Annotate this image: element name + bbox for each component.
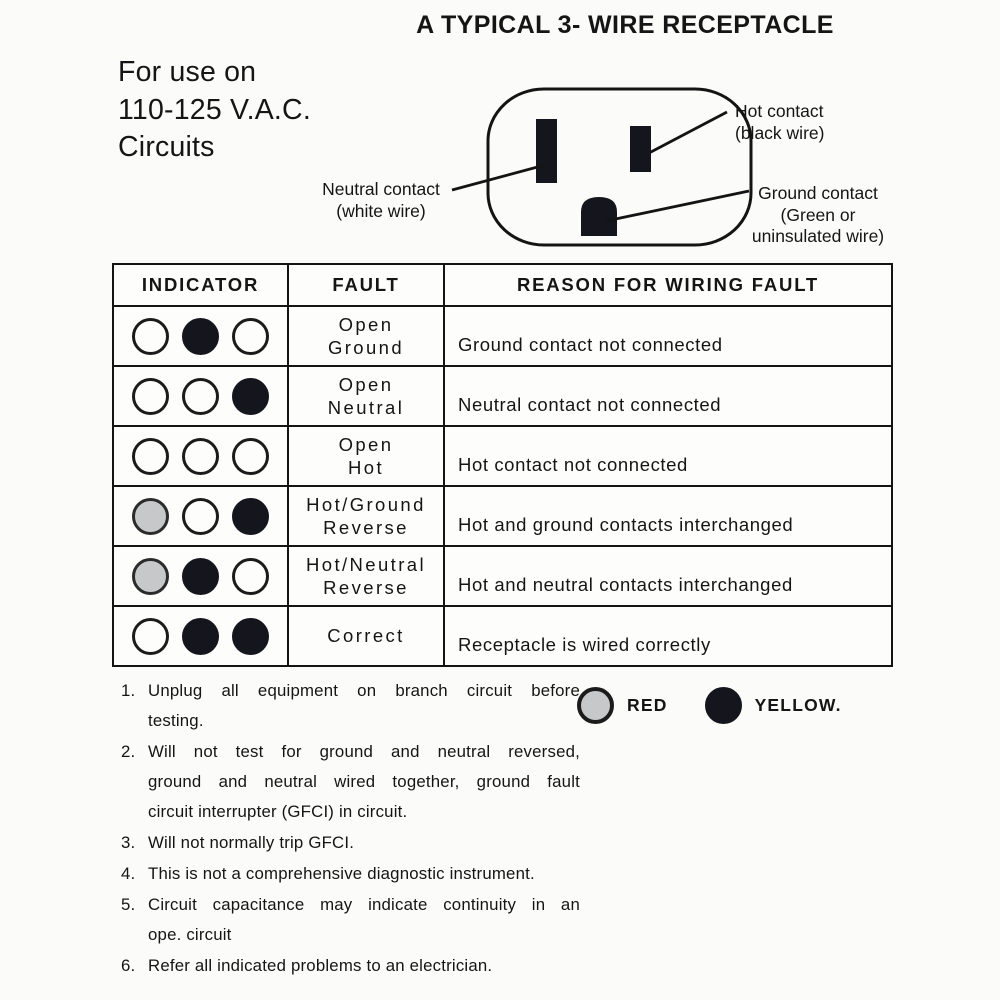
reason-cell <box>445 547 891 605</box>
fault-cell <box>289 307 445 365</box>
red-lamp-swatch <box>577 687 614 724</box>
hot-slot <box>630 126 651 172</box>
indicator-lamp-on <box>232 498 269 535</box>
indicator-lamp-on <box>182 318 219 355</box>
reason-cell <box>445 607 891 665</box>
indicator-cell <box>114 427 289 485</box>
fault-table <box>112 263 893 667</box>
indicator-lamp-off <box>182 378 219 415</box>
note-text <box>148 676 580 736</box>
reason-cell <box>445 367 891 425</box>
note-number: 5. <box>121 895 136 914</box>
fault-cell <box>289 427 445 485</box>
usage-line: Circuits <box>118 131 215 163</box>
note-text <box>148 828 580 858</box>
fault-text: Hot/Neutral <box>306 553 426 575</box>
legend-label: RED <box>627 695 668 715</box>
table-row <box>114 547 891 607</box>
indicator-lamp-off <box>232 438 269 475</box>
fault-text: Correct <box>327 625 405 647</box>
reason-text: Ground contact not connected <box>458 334 723 355</box>
fault-cell <box>289 487 445 545</box>
note-line: testing. <box>148 711 204 730</box>
table-row <box>114 427 891 487</box>
indicator-lamp-off <box>132 618 169 655</box>
table-body <box>114 307 891 665</box>
note-line: ope. circuit <box>148 925 232 944</box>
indicator-lamp-off <box>132 318 169 355</box>
note-line: Circuit capacitance may indicate continuity in an <box>148 895 580 914</box>
fault-cell <box>289 607 445 665</box>
note-line: Refer all indicated problems to an electrician. <box>148 956 493 975</box>
indicator-lamp-on <box>182 618 219 655</box>
table-row <box>114 487 891 547</box>
indicator-lamp-on <box>182 558 219 595</box>
table-header-row <box>114 265 891 307</box>
fault-text: Reverse <box>323 577 409 598</box>
note-number: 1. <box>121 681 136 700</box>
note-text <box>148 737 580 827</box>
page-title: A TYPICAL 3- WIRE RECEPTACLE <box>416 11 834 39</box>
note-line: Will not test for ground and neutral reversed, <box>148 742 580 761</box>
indicator-lamp-red <box>132 558 169 595</box>
neutral-slot <box>536 119 557 183</box>
indicator-cell <box>114 367 289 425</box>
note-number: 3. <box>121 833 136 852</box>
fault-cell <box>289 367 445 425</box>
note-item <box>121 951 580 981</box>
fault-text: Hot <box>348 457 384 478</box>
neutral-contact-label: Neutral contact (white wire) <box>322 179 440 221</box>
note-number: 4. <box>121 864 136 883</box>
note-line: This is not a comprehensive diagnostic instrument. <box>148 864 535 883</box>
table-row <box>114 307 891 367</box>
note-item <box>121 890 580 950</box>
table-row <box>114 607 891 665</box>
usage-line: For use on <box>118 56 257 88</box>
hot-leader-line <box>649 112 727 153</box>
note-line: Will not normally trip GFCI. <box>148 833 355 852</box>
indicator-lamp-off <box>232 558 269 595</box>
indicator-cell <box>114 487 289 545</box>
note-text <box>148 890 580 950</box>
receptacle-outline <box>488 89 751 245</box>
reason-text: Receptacle is wired correctly <box>458 634 711 655</box>
note-item <box>121 737 580 827</box>
notes-list <box>121 676 580 982</box>
indicator-lamp-off <box>132 378 169 415</box>
reason-text: Hot and neutral contacts interchanged <box>458 574 793 595</box>
note-line: circuit interrupter (GFCI) in circuit. <box>148 802 408 821</box>
hot-contact-label: Hot contact (black wire) <box>735 101 825 143</box>
fault-text: Ground <box>327 337 405 358</box>
legend-item-yellow <box>705 687 842 724</box>
indicator-lamp-on <box>232 378 269 415</box>
note-text <box>148 859 580 889</box>
ground-contact-label: Ground contact (Green or uninsulated wire) <box>751 183 885 246</box>
indicator-cell <box>114 607 289 665</box>
indicator-lamp-off <box>182 498 219 535</box>
table-row <box>114 367 891 427</box>
legend-item-red <box>577 687 668 724</box>
fault-text: Hot/Ground <box>306 493 426 515</box>
fault-text: Open <box>338 373 394 395</box>
reason-text: Neutral contact not connected <box>458 394 722 415</box>
indicator-legend <box>577 687 842 724</box>
reason-text: Hot and ground contacts interchanged <box>458 514 794 535</box>
fault-text: Reverse <box>323 517 409 538</box>
reason-cell <box>445 307 891 365</box>
note-number: 6. <box>121 956 136 975</box>
header-reason: REASON FOR WIRING FAULT <box>516 274 820 295</box>
header-indicator: INDICATOR <box>114 265 289 305</box>
note-line: Unplug all equipment on branch circuit before <box>148 681 580 700</box>
note-line: ground and neutral wired together, ground fault <box>148 772 580 791</box>
neutral-leader-line <box>452 165 545 190</box>
fault-text: Open <box>338 433 394 455</box>
fault-cell <box>289 547 445 605</box>
ground-slot <box>581 197 617 236</box>
note-item <box>121 859 580 889</box>
reason-text: Hot contact not connected <box>458 454 688 475</box>
yellow-lamp-swatch <box>705 687 742 724</box>
note-text <box>148 951 580 981</box>
indicator-lamp-off <box>182 438 219 475</box>
header-fault: FAULT <box>289 265 445 305</box>
reason-cell <box>445 487 891 545</box>
indicator-cell <box>114 547 289 605</box>
fault-text: Neutral <box>327 397 405 418</box>
note-item <box>121 828 580 858</box>
legend-label: YELLOW. <box>754 695 842 715</box>
reason-cell <box>445 427 891 485</box>
fault-text: Open <box>338 313 394 335</box>
note-number: 2. <box>121 742 136 761</box>
indicator-lamp-off <box>132 438 169 475</box>
ground-leader-line <box>606 191 749 221</box>
indicator-lamp-red <box>132 498 169 535</box>
note-item <box>121 676 580 736</box>
indicator-cell <box>114 307 289 365</box>
usage-line: 110-125 V.A.C. <box>118 93 311 126</box>
indicator-lamp-on <box>232 618 269 655</box>
indicator-lamp-off <box>232 318 269 355</box>
